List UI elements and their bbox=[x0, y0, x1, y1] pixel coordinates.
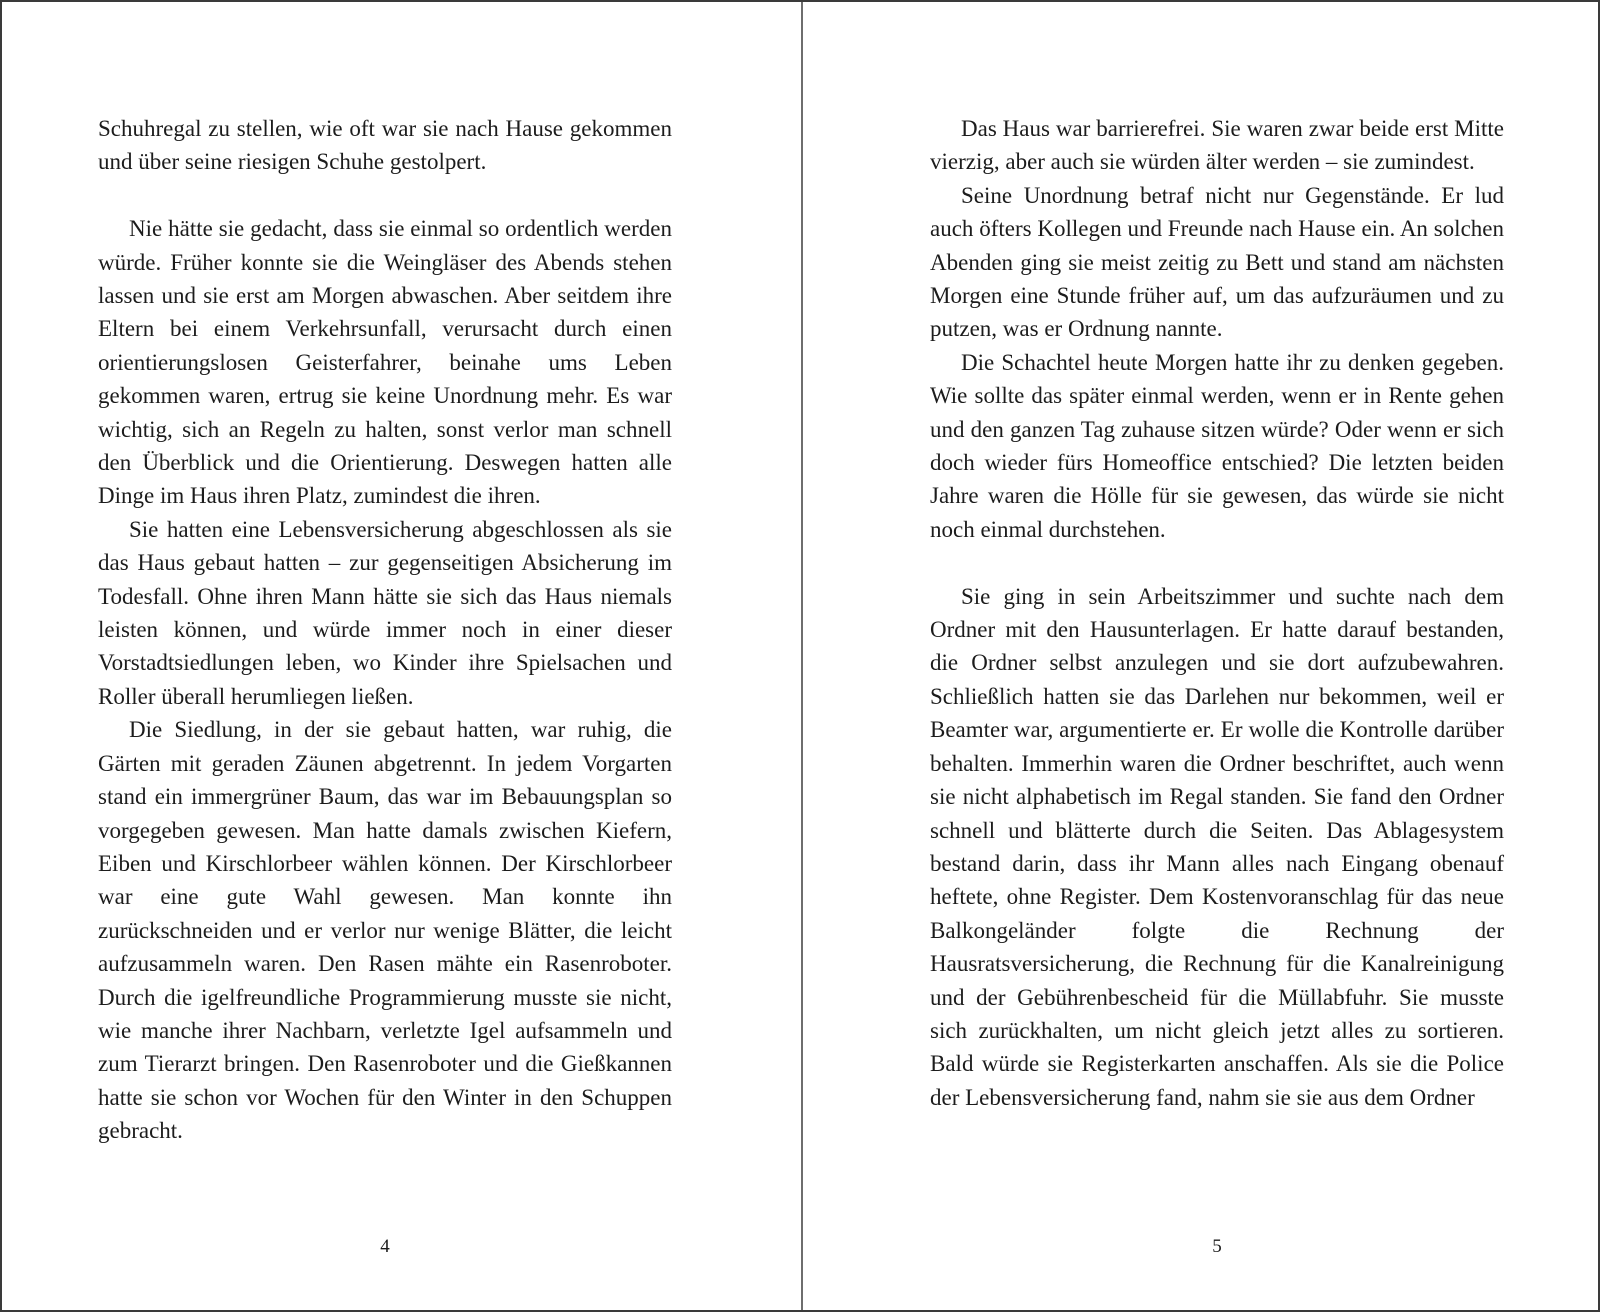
right-page-body bbox=[930, 112, 1504, 1114]
left-page-body bbox=[98, 112, 672, 1148]
paragraph: Das Haus war barrierefrei. Sie waren zwar beide erst Mitte vierzig, aber auch sie würden älter werden – sie zumindest. bbox=[930, 116, 1504, 175]
paragraph: Schuhregal zu stellen, wie oft war sie nach Hause gekommen und über seine riesigen Schuhe gestolpert. bbox=[98, 116, 672, 175]
paragraph: Die Siedlung, in der sie gebaut hatten, war ruhig, die Gärten mit geraden Zäunen abgetrennt. In jedem Vorgarten stand ein immergrüner Baum, das war im Bebauungsplan so vorgegeben gewesen. Man hatte damals zwischen Kiefern, Eiben und Kirschlorbeer wählen können. Der Kirschlorbeer war eine gute Wahl gewesen. Man konnte ihn zurückschneiden und er verlor nur wenige Blätter, die leicht aufzusammeln waren. Den Rasen mähte ein Rasenroboter. Durch die igelfreundliche Programmierung musste sie nicht, wie manche ihrer Nachbarn, verletzte Igel aufsammeln und zum Tierarzt bringen. Den Rasenroboter und die Gießkannen hatte sie schon vor Wochen für den Winter in den Schuppen gebracht. bbox=[98, 717, 672, 1144]
right-page bbox=[930, 2, 1504, 1310]
paragraph: Sie ging in sein Arbeitszimmer und suchte nach dem Ordner mit den Hausunterlagen. Er hatte darauf bestanden, die Ordner selbst anzulegen und sie dort aufzubewahren. Schließlich hatten sie das Darlehen nur bekommen, weil er Beamter war, argumentierte er. Er wolle die Kontrolle darüber behalten. Immerhin waren die Ordner beschriftet, auch wenn sie nicht alphabetisch im Regal standen. Sie fand den Ordner schnell und blätterte durch die Seiten. Das Ablagesystem bestand darin, dass ihr Mann alles nach Eingang obenauf heftete, ohne Register. Dem Kostenvoranschlag für das neue Balkongeländer folgte die Rechnung der Hausratsversicherung, die Rechnung für die Kanalreinigung und der Gebührenbescheid für die Müllabfuhr. Sie musste sich zurückhalten, um nicht gleich jetzt alles zu sortieren. Bald würde sie Registerkarten anschaffen. Als sie die Police der Lebensversicherung fand, nahm sie sie aus dem Ordner bbox=[930, 583, 1504, 1110]
paragraph: Die Schachtel heute Morgen hatte ihr zu denken gegeben. Wie sollte das später einmal werden, wenn er in Rente gehen und den ganzen Tag zuhause sitzen würde? Oder wenn er sich doch wieder fürs Homeoffice entschied? Die letzten beiden Jahre waren die Hölle für sie gewesen, das würde sie nicht noch einmal durchstehen. bbox=[930, 349, 1504, 542]
page-number: 5 bbox=[1212, 1236, 1222, 1257]
page-gutter-divider bbox=[801, 2, 803, 1310]
left-page bbox=[98, 2, 672, 1310]
page-number: 4 bbox=[380, 1236, 390, 1257]
paragraph: Nie hätte sie gedacht, dass sie einmal so ordentlich werden würde. Früher konnte sie die Weingläser des Abends stehen lassen und sie erst am Morgen abwaschen. Aber seitdem ihre Eltern bei einem Verkehrsunfall, verursacht durch einen orientierungslosen Geisterfahrer, beinahe ums Leben gekommen waren, ertrug sie keine Unordnung mehr. Es war wichtig, sich an Regeln zu halten, sonst verlor man schnell den Überblick und die Orientierung. Deswegen hatten alle Dinge im Haus ihren Platz, zumindest die ihren. bbox=[98, 216, 672, 509]
paragraph: Seine Unordnung betraf nicht nur Gegenstände. Er lud auch öfters Kollegen und Freunde nach Hause ein. An solchen Abenden ging sie meist zeitig zu Bett und stand am nächsten Morgen eine Stunde früher auf, um das aufzuräumen und zu putzen, was er Ordnung nannte. bbox=[930, 182, 1504, 342]
paragraph: Sie hatten eine Lebensversicherung abgeschlossen als sie das Haus gebaut hatten – zur gegenseitigen Absicherung im Todesfall. Ohne ihren Mann hätte sie sich das Haus niemals leisten können, und würde immer noch in einer dieser Vorstadtsiedlungen leben, wo Kinder ihre Spielsachen und Roller überall herumliegen ließen. bbox=[98, 516, 672, 709]
